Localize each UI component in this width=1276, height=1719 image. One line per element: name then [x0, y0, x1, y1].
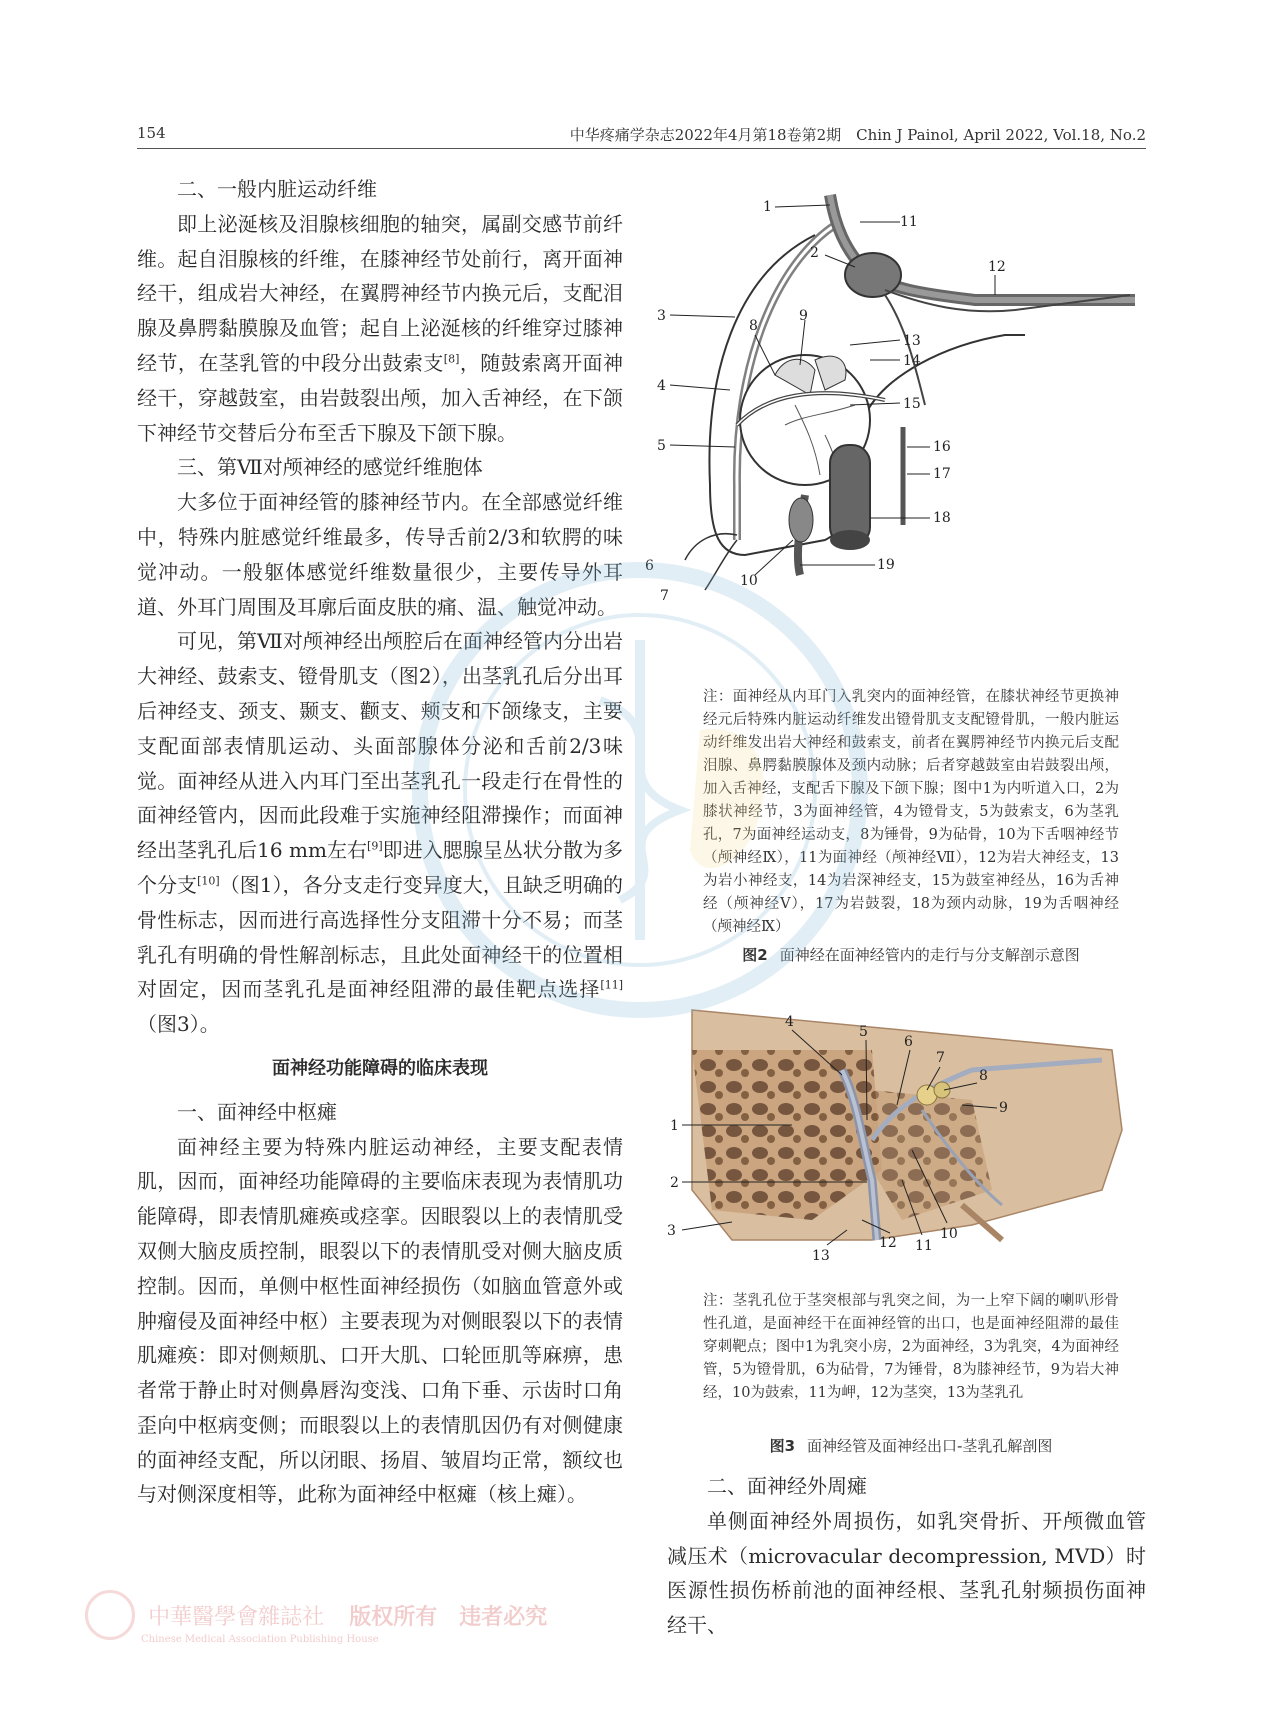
fig2-label-14: 14 [903, 353, 921, 369]
fig3-label-7: 7 [936, 1050, 945, 1066]
fig2-label-15: 15 [903, 396, 921, 412]
figure3-caption: 图3 面神经管及面神经出口-茎乳孔解剖图 [769, 1437, 1053, 1455]
paragraph: 大多位于面神经管的膝神经节内。在全部感觉纤维中，特殊内脏感觉纤维最多，传导舌前2/3和软腭的味觉冲动。一般躯体感觉纤维数量很少，主要传导外耳道、外耳门周围及耳廓后面皮肤的痛、温、触觉冲动。 [137, 490, 623, 619]
fig2-label-9: 9 [799, 308, 808, 324]
figure3-note: 注：茎乳孔位于茎突根部与乳突之间，为一上窄下阔的喇叭形骨性孔道，是面神经干在面神经管的出口，也是面神经阻滞的最佳穿刺靶点；图中1为乳突小房，2为面神经，3为乳突，4为面神经管，5为镫骨肌，6为砧骨，7为锤骨，8为膝神经节，9为岩大神经，10为鼓索，11为岬，12为茎突，13为茎乳孔 [703, 1293, 1119, 1401]
fig2-label-18: 18 [933, 510, 951, 526]
header-rule [137, 148, 1146, 149]
paragraph: 面神经主要为特殊内脏运动神经，主要支配表情肌，因而，面神经功能障碍的主要临床表现为表情肌功能障碍，即表情肌瘫痪或痉挛。因眼裂以上的表情肌受双侧大脑皮质控制，眼裂以下的表情肌受对侧大脑皮质控制。因而，单侧中枢性面神经损伤（如脑血管意外或肿瘤侵及面神经中枢）主要表现为对侧眼裂以下的表情肌瘫痪：即对侧颊肌、口开大肌、口轮匝肌等麻痹，患者常于静止时对侧鼻唇沟变浅、口角下垂、示齿时口角歪向中枢病变侧；而眼裂以上的表情肌因仍有对侧健康的面神经支配，所以闭眼、扬眉、皱眉均正常，额纹也与对侧深度相等，此称为面神经中枢瘫（核上瘫）。 [137, 1134, 623, 1507]
fig3-label-6: 6 [904, 1034, 913, 1050]
watermark-seal [400, 550, 880, 1030]
fig2-label-1: 1 [763, 199, 772, 215]
fig3-label-12: 12 [879, 1235, 897, 1251]
subheading-peripheral-palsy: 二、面神经外周瘫 [707, 1474, 867, 1498]
fig3-label-1: 1 [670, 1118, 679, 1134]
fig2-label-19: 19 [877, 557, 895, 573]
fig2-label-4: 4 [657, 378, 666, 394]
section-title: 面神经功能障碍的临床表现 [272, 1057, 488, 1079]
fig3-label-9: 9 [999, 1100, 1008, 1116]
page-number: 154 [137, 124, 166, 142]
paragraph: 可见，第Ⅶ对颅神经出颅腔后在面神经管内分出岩大神经、鼓索支、镫骨肌支（图2），出茎乳孔后分出耳后神经支、颈支、颞支、颧支、颊支和下颌缘支，主要支配面部表情肌运动、头面部腺体分泌和舌前2/3味觉。面神经从进入内耳门至出茎乳孔一段走行在骨性的面神经管内，因而此段难于实施神经阻滞操作；而面神经出茎乳孔后16 mm左右[9]即进入腮腺呈丛状分散为多个分支[10]（图1），各分支走行变异度大，且缺乏明确的骨性标志，因而进行高选择性分支阻滞十分不易；而茎乳孔有明确的骨性解剖标志，且此处面神经干的位置相对固定，因而茎乳孔是面神经阻滞的最佳靶点选择[11]（图3）。 [137, 629, 623, 1037]
fig2-label-10: 10 [740, 573, 758, 589]
subheading-sensory: 三、第Ⅶ对颅神经的感觉纤维胞体 [177, 455, 483, 480]
fig3-label-3: 3 [667, 1223, 676, 1239]
fig2-label-17: 17 [933, 466, 951, 482]
fig3-label-10: 10 [940, 1226, 958, 1242]
fig3-label-13: 13 [812, 1248, 830, 1264]
fig2-label-13: 13 [903, 333, 921, 349]
fig2-label-7: 7 [660, 588, 669, 604]
fig3-label-8: 8 [979, 1068, 988, 1084]
fig2-label-8: 8 [749, 318, 758, 334]
right-column-bottom [667, 1469, 1146, 1643]
journal-header: 中华疼痛学杂志2022年4月第18卷第2期 Chin J Painol, April 2022, Vol.18, No.2 [569, 126, 1146, 144]
fig2-label-11: 11 [900, 214, 918, 230]
paragraph: 单侧面神经外周损伤，如乳突骨折、开颅微血管减压术（microvacular decompression, MVD）时医源性损伤桥前池的面神经根、茎乳孔射频损伤面神经干、 [667, 1508, 1146, 1638]
figure2-caption: 图2 面神经在面神经管内的走行与分支解剖示意图 [742, 946, 1080, 964]
fig2-label-2: 2 [810, 245, 819, 261]
figure2-note: 注：面神经从内耳门入乳突内的面神经管，在膝状神经节更换神经元后特殊内脏运动纤维发出镫骨肌支支配镫骨肌，一般内脏运动纤维发出岩大神经和鼓索支，前者在翼腭神经节内换元后支配泪腺、鼻腭黏膜腺体及颈内动脉；后者穿越鼓室由岩鼓裂出颅，加入舌神经，支配舌下腺及下颌下腺；图中1为内听道入口，2为膝状神经节，3为面神经管，4为镫骨支，5为鼓索支，6为茎乳孔，7为面神经运动支，8为锤骨，9为砧骨，10为下舌咽神经节（颅神经Ⅸ），11为面神经（颅神经Ⅶ），12为岩大神经支，13为岩小神经支，14为岩深神经支，15为鼓室神经丛，16为舌神经（颅神经Ⅴ），17为岩鼓裂，18为颈内动脉，19为舌咽神经（颅神经Ⅸ） [703, 689, 1119, 935]
fig3-label-2: 2 [670, 1175, 679, 1191]
subheading-visceral-motor: 二、一般内脏运动纤维 [177, 177, 377, 201]
subheading-central-palsy: 一、面神经中枢瘫 [177, 1099, 337, 1124]
figure3-image [667, 990, 1132, 1275]
fig3-label-4: 4 [785, 1014, 794, 1030]
fig2-label-6: 6 [645, 558, 654, 574]
publisher-logo-icon [85, 1590, 135, 1640]
paragraph: 即上泌涎核及泪腺核细胞的轴突，属副交感节前纤维。起自泪腺核的纤维，在膝神经节处前行，离开面神经干，组成岩大神经，在翼腭神经节内换元后，支配泪腺及鼻腭黏膜腺及血管；起自上泌涎核的纤维穿过膝神经节，在茎乳管的中段分出鼓索支[8]，随鼓索离开面神经干，穿越鼓室，由岩鼓裂出颅，加入舌神经，在下颌下神经节交替后分布至舌下腺及下颌下腺。 [137, 211, 624, 445]
fig2-label-16: 16 [933, 439, 951, 455]
publisher-footer: 中華醫學會雜誌社 版权所有 违者必究 Chinese Medical Association Publishing House [85, 1590, 547, 1645]
fig3-label-5: 5 [859, 1024, 868, 1040]
fig2-label-12: 12 [988, 259, 1006, 275]
fig2-label-3: 3 [657, 308, 666, 324]
fig3-label-11: 11 [915, 1238, 933, 1254]
fig2-label-5: 5 [657, 438, 666, 454]
